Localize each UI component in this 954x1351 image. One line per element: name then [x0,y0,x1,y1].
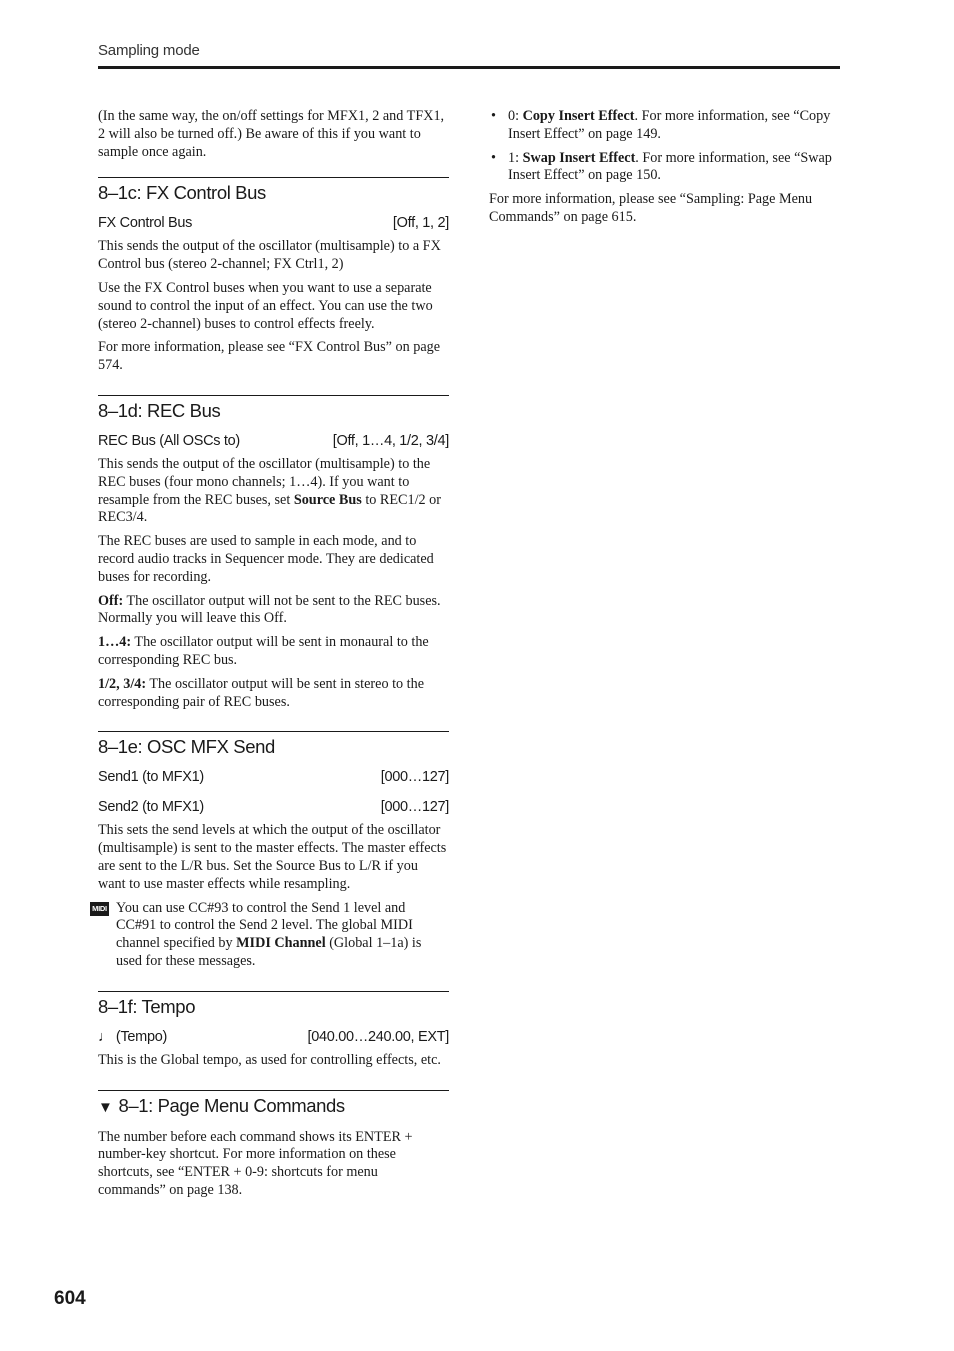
midi-icon: MIDI [90,902,109,916]
section-heading-fx-control-bus: 8–1c: FX Control Bus [98,177,449,204]
list-item: • 1: Swap Insert Effect. For more information, see “Swap Insert Effect” on page 150. [491,149,832,184]
bullet-icon: • [491,149,496,166]
bullet-icon: • [491,108,496,124]
section-heading-osc-mfx-send: 8–1e: OSC MFX Send [98,731,449,758]
midi-note: MIDI You can use CC#93 to control the Send 1 level and CC#91 to control the Send 2 level. The global MIDI channel specified by MIDI Channel (Global 1–1a) is used for these messages. [98,900,449,971]
paragraph: This sends the output of the oscillator (multisample) to the REC buses (four mono channels; 1…4). If you want to resample from the REC buses, set Source Bus to REC1/2 or REC3/4. [98,455,441,526]
paragraph: For more information, please see “Sampling: Page Menu Commands” on page 615. [489,191,813,225]
paragraph: The REC buses are used to sample in each mode, and to record audio tracks in Sequencer mode. They are dedicated buses for recording. [98,533,434,585]
left-column [92,108,449,1206]
param-range: [040.00…240.00, EXT] [307,1028,449,1045]
section-heading-page-menu-commands: ▼ 8–1: Page Menu Commands [98,1090,449,1119]
param-send2 [98,798,449,816]
section-heading-tempo: 8–1f: Tempo [98,991,449,1018]
option-mono: 1…4: The oscillator output will be sent in monaural to the corresponding REC bus. [98,634,429,668]
paragraph: The number before each command shows its ENTER + number-key shortcut. For more information on these shortcuts, see “ENTER + 0-9: shortcuts for menu commands” on page 138. [98,1128,413,1198]
param-range: [000…127] [380,769,449,786]
param-range: [Off, 1…4, 1/2, 3/4] [332,432,449,449]
param-fx-control-bus [98,214,449,232]
param-rec-bus [98,432,449,450]
paragraph: This sends the output of the oscillator (multisample) to a FX Control bus (stereo 2-channel; FX Ctrl1, 2) [98,238,441,273]
param-name: ♩ (Tempo) [98,1028,168,1045]
param-name: Send1 (to MFX1) [98,769,204,786]
running-header: Sampling mode [98,42,200,59]
param-name: REC Bus (All OSCs to) [98,432,240,449]
option-off: Off: The oscillator output will not be sent to the REC buses. Normally you will leave this Off. [98,592,441,627]
param-name: Send2 (to MFX1) [98,799,204,816]
param-send1 [98,768,449,786]
paragraph: Use the FX Control buses when you want to use a separate sound to control the input of an effect. You can use the two (stereo 2-channel) buses to control effects freely. [98,279,433,332]
header-rule [98,66,840,69]
page-number: 604 [54,1288,86,1309]
triangle-down-icon: ▼ [98,1098,113,1116]
midi-channel-ref: MIDI Channel [236,935,326,952]
param-name: FX Control Bus [98,215,193,232]
source-bus-ref: Source Bus [293,491,362,508]
paragraph: This sets the send levels at which the output of the oscillator (multisample) is sent to the master effects. The master effects are sent to the L/R bus. Set the Source Bus to L/R if you want to use master effects while resampling. [98,822,447,892]
list-item: • 0: Copy Insert Effect. For more information, see “Copy Insert Effect” on page 149. [491,108,831,142]
paragraph: This is the Global tempo, as used for controlling effects, etc. [98,1051,441,1068]
menu-command-list [489,108,840,185]
param-range: [000…127] [380,799,449,816]
param-range: [Off, 1, 2] [392,215,449,232]
right-column [489,108,840,233]
option-stereo: 1/2, 3/4: The oscillator output will be sent in stereo to the corresponding pair of REC buses. [98,675,424,710]
paragraph: For more information, please see “FX Control Bus” on page 574. [98,339,441,374]
intro-paragraph: (In the same way, the on/off settings for MFX1, 2 and TFX1, 2 will also be turned off.) Be aware of this if you want to sample once again. [98,108,445,160]
param-tempo [98,1028,449,1046]
section-heading-rec-bus: 8–1d: REC Bus [98,395,449,422]
